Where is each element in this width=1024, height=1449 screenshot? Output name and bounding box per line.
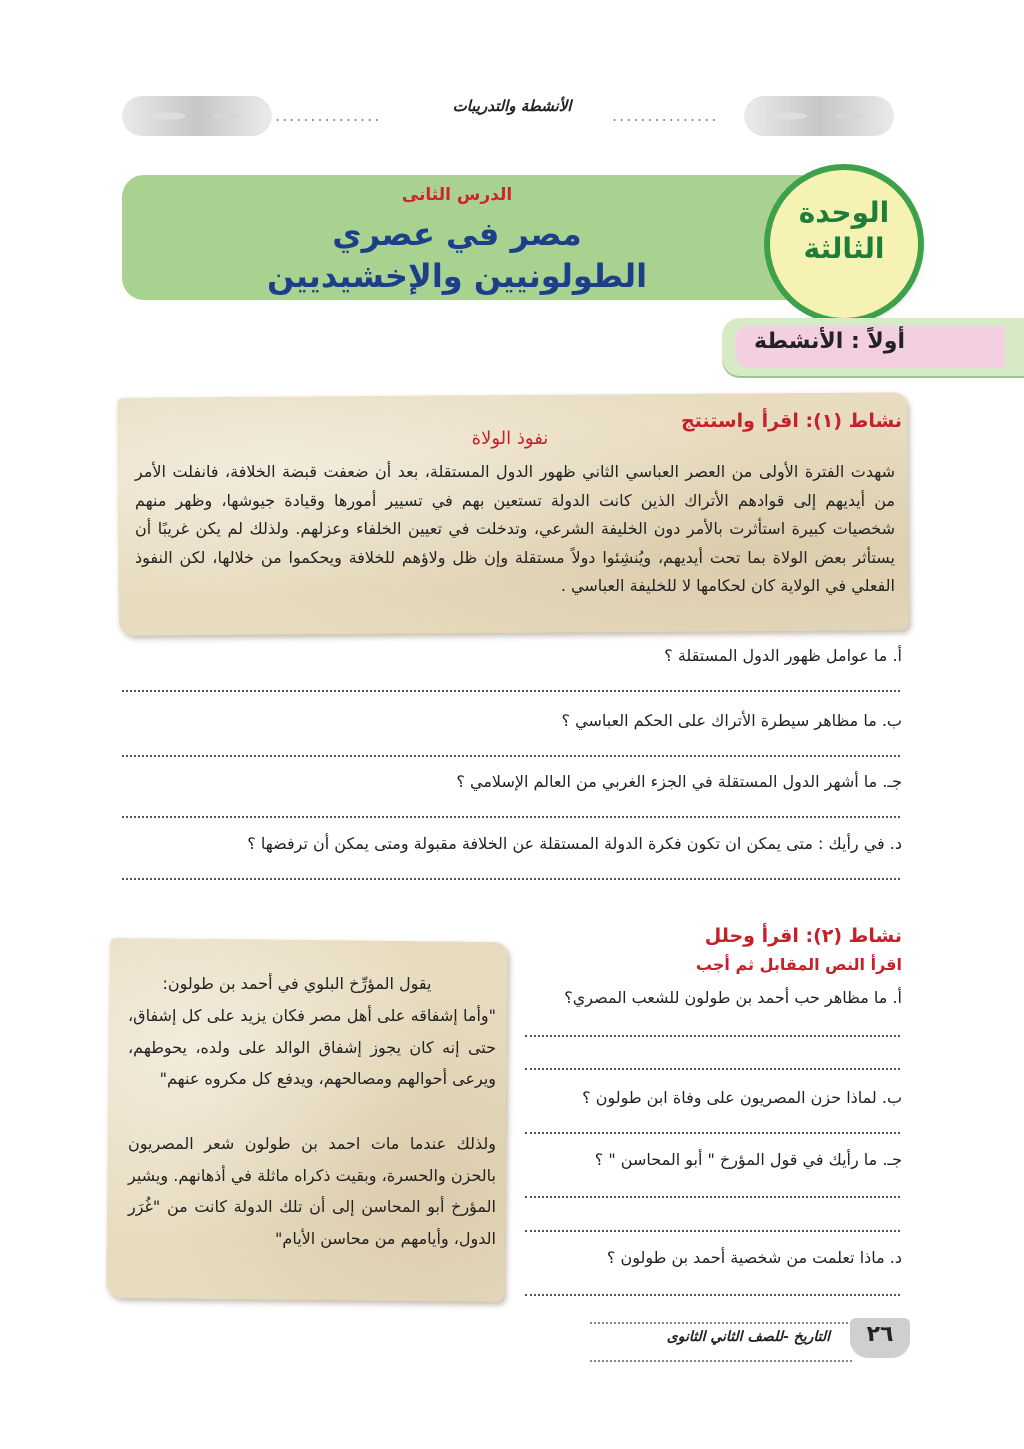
section-title: أولاً : الأنشطة [753,329,905,354]
lesson-title-line2: الطولونيين والإخشيديين [266,257,648,295]
answer-line[interactable] [525,1068,900,1070]
header-title: الأنشطة والتدريبات [452,97,572,115]
activity2-title: نشاط (٢): اقرأ وحلل [704,925,902,947]
activity1-question-c: جـ. ما أشهر الدول المستقلة في الجزء الغربي من العالم الإسلامي ؟ [456,772,902,791]
activity1-title: نشاط (١): اقرأ واستنتج [680,410,902,432]
activity2-question-a: أ. ما مظاهر حب أحمد بن طولون للشعب المصري؟ [564,988,902,1007]
answer-line[interactable] [525,1035,900,1037]
answer-line[interactable] [122,755,900,757]
quote-body: "وأما إشفاقه على أهل مصر فكان يزيد على كل إشفاق، حتى إنه كان يجوز إشفاق الوالد على ولده، يحوطهم، ويرعى أحوالهم ومصالحهم، ويدفع كل مكروه عنهم" [128,1006,496,1088]
header-dots-left: ............... [275,106,382,125]
answer-line[interactable] [122,816,900,818]
unit-label-line1: الوحدة [798,196,890,229]
unit-label-line2: الثالثة [803,232,885,265]
answer-line[interactable] [122,878,900,880]
activity2-question-c: جـ. ما رأيك في قول المؤرخ " أبو المحاسن " ؟ [594,1150,902,1169]
lesson-title-line1: مصر في عصري [332,215,582,253]
quote-intro: يقول المؤرِّخ البلوي في أحمد بن طولون: [162,974,432,993]
footer-text: التاريخ -للصف الثاني الثانوى [666,1329,830,1345]
activity2-question-d: د. ماذا تعلمت من شخصية أحمد بن طولون ؟ [606,1248,902,1267]
activity1-question-b: ب. ما مظاهر سيطرة الأتراك على الحكم العباسي ؟ [561,711,902,730]
quote-after: ولذلك عندما مات احمد بن طولون شعر المصريون بالحزن والحسرة، وبقيت ذكراه ماثلة في أذهانهم. ويشير المؤرخ أبو المحاسن إلى أن تلك الدولة كانت من "غُرَر الدول، وأيامهم من محاسن الأيام" [128,1134,496,1248]
answer-line[interactable] [525,1132,900,1134]
activity1-paragraph: شهدت الفترة الأولى من العصر العباسي الثاني ظهور الدول المستقلة، بعد أن ضعفت قبضة الخلافة، فانفلت الأمر من أيديهم إلى قوادهم الأتراك الذين كانت الدولة تستعين بهم في تسيير أمورها وقيادة جيوشها، وظهر منهم شخصيات كبيرة استأثرت بالأمر دون الخليفة الشرعي، وتدخلت في تعيين الخلفاء وعزلهم. ولذلك لم يكن غريبًا أن يستأثر بعض الولاة بما تحت أيديهم، ويُنشِئوا دولاً مستقلة وإن ظل ولاؤهم للخلافة ويحكموا من خلالها، لكن النفوذ الفعلي في الولاية كان لحكامها لا للخليفة العباسي . [135,462,895,595]
answer-line[interactable] [525,1294,900,1296]
activity1-subtitle: نفوذ الولاة [471,428,549,449]
answer-line[interactable] [122,690,900,692]
answer-line[interactable] [525,1230,900,1232]
page-number: ٢٦ [866,1322,894,1347]
activity2-question-b: ب. لماذا حزن المصريون على وفاة ابن طولون ؟ [582,1088,902,1107]
answer-line[interactable] [525,1196,900,1198]
activity1-question-a: أ. ما عوامل ظهور الدول المستقلة ؟ [664,646,902,665]
header-dots-right: ............... [612,106,719,125]
lesson-label: الدرس الثانى [401,185,513,205]
activity2-instruction: اقرأ النص المقابل ثم أجب [695,955,902,974]
activity1-question-d: د. في رأيك : متى يمكن ان تكون فكرة الدولة المستقلة عن الخلافة مقبولة ومتى يمكن أن ترفضها ؟ [247,834,902,853]
